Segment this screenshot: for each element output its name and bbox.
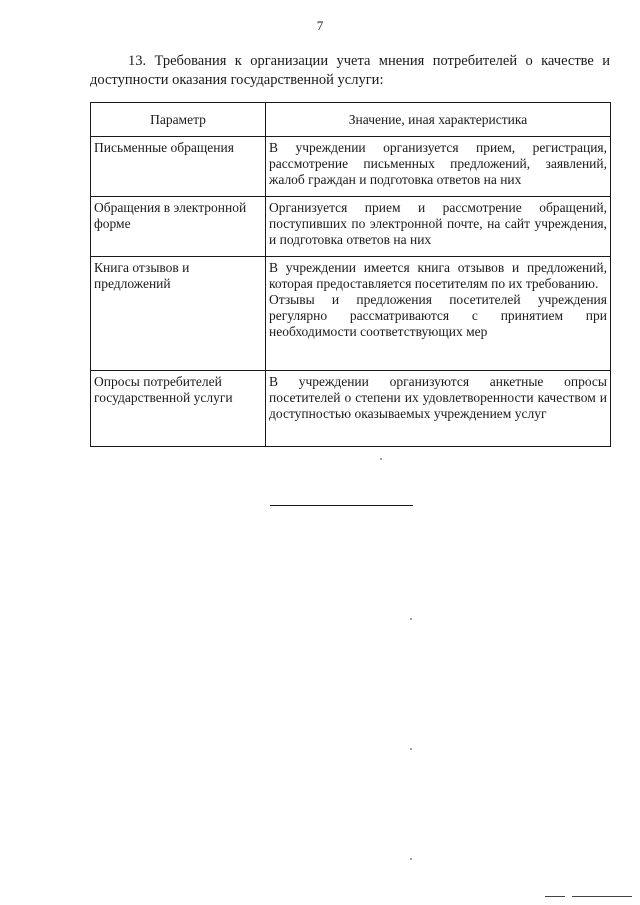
scan-speck xyxy=(380,458,382,460)
value-text: В учреждении имеется книга отзывов и предложений, которая предоставляется посетителям по их требованию. xyxy=(269,260,607,291)
value-text: В учреждении организуются анкетные опросы посетителей о степени их удовлетворенности качеством и доступностью оказываемых учреждением услуг xyxy=(269,374,607,421)
value-cell xyxy=(266,257,611,371)
value-cell xyxy=(266,197,611,257)
page-number: 7 xyxy=(316,18,324,33)
value-cell xyxy=(266,371,611,447)
parameter-cell: Книга отзывов и предложений xyxy=(91,257,266,371)
value-text: Отзывы и предложения посетителей учреждения регулярно рассматриваются с принятием при необходимости соответствующих мер xyxy=(269,292,607,339)
table-header-row xyxy=(91,103,611,137)
table-row xyxy=(91,257,611,371)
value-text: В учреждении организуется прием, регистрация, рассмотрение письменных предложений, заявлений, жалоб граждан и подготовка ответов на них xyxy=(269,140,607,187)
parameter-cell: Опросы потребителей государственной услуги xyxy=(91,371,266,447)
table-row xyxy=(91,197,611,257)
parameter-cell: Обращения в электронной форме xyxy=(91,197,266,257)
section-heading: 13. Требования к организации учета мнения потребителей о качестве и доступности оказания государственной услуги: xyxy=(90,53,610,88)
header-parameter: Параметр xyxy=(91,103,266,137)
table-row xyxy=(91,137,611,197)
scan-speck xyxy=(410,748,412,750)
requirements-table xyxy=(90,102,611,447)
table-row xyxy=(91,371,611,447)
closing-rule xyxy=(270,505,413,506)
value-text: Организуется прием и рассмотрение обращений, поступивших по электронной почте, на сайт учреждения, и подготовка ответов на них xyxy=(269,200,607,247)
scan-edge-mark xyxy=(545,896,565,897)
scan-edge-mark xyxy=(572,896,632,897)
scan-speck xyxy=(410,618,412,620)
header-value: Значение, иная характеристика xyxy=(266,103,611,137)
scan-speck xyxy=(410,858,412,860)
value-cell xyxy=(266,137,611,197)
parameter-cell: Письменные обращения xyxy=(91,137,266,197)
